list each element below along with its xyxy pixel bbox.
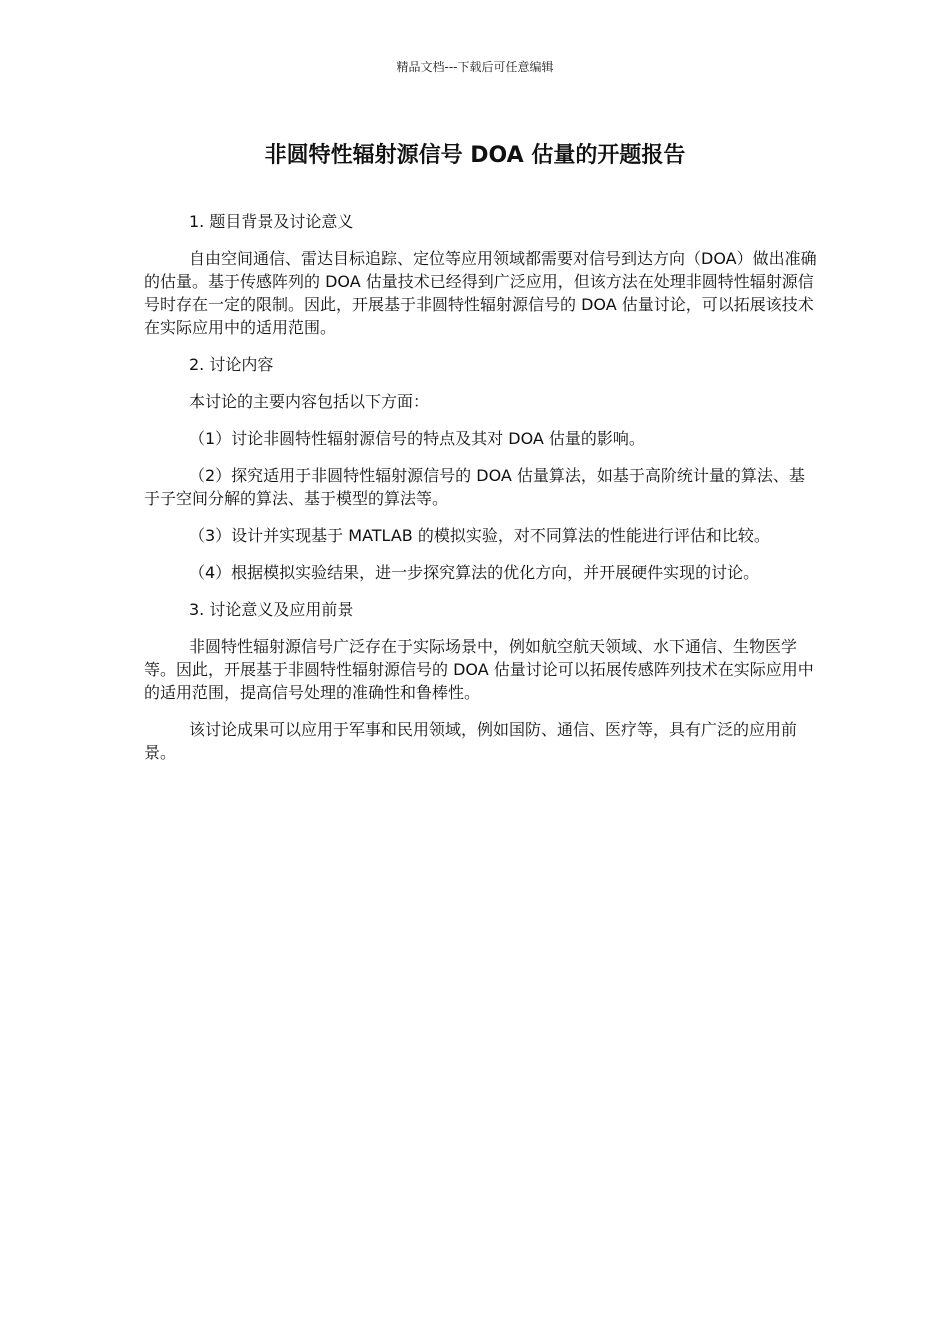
paragraph-applications: 该讨论成果可以应用于军事和民用领域，例如国防、通信、医疗等，具有广泛的应用前景。	[144, 720, 798, 762]
section-heading-background: 1. 题目背景及讨论意义	[189, 212, 354, 231]
paragraph-background: 自由空间通信、雷达目标追踪、定位等应用领域都需要对信号到达方向（DOA）做出准确的估量。基于传感阵列的 DOA 估量技术已经得到广泛应用，但该方法在处理非圆特性辐射源信号时存在一定的限制。因此，开展基于非圆特性辐射源信号的 DOA 估量讨论，可以拓展该技术在实际应用中的适用范围。	[144, 249, 817, 337]
list-item-1: （1）讨论非圆特性辐射源信号的特点及其对 DOA 估量的影响。	[189, 429, 645, 448]
document-body	[144, 210, 820, 778]
list-item-4: （4）根据模拟实验结果，进一步探究算法的优化方向，并开展硬件实现的讨论。	[189, 563, 760, 582]
paragraph-content-intro: 本讨论的主要内容包括以下方面：	[189, 392, 430, 411]
paragraph-significance: 非圆特性辐射源信号广泛存在于实际场景中，例如航空航天领域、水下通信、生物医学等。因此，开展基于非圆特性辐射源信号的 DOA 估量讨论可以拓展传感阵列技术在实际应用中的适用范围，提高信号处理的准确性和鲁棒性。	[144, 637, 814, 702]
list-item-2: （2）探究适用于非圆特性辐射源信号的 DOA 估量算法，如基于高阶统计量的算法、基于子空间分解的算法、基于模型的算法等。	[144, 466, 805, 508]
header-note: 精品文档---下载后可任意编辑	[396, 60, 554, 74]
list-item-3: （3）设计并实现基于 MATLAB 的模拟实验，对不同算法的性能进行评估和比较。	[189, 526, 770, 545]
section-heading-significance: 3. 讨论意义及应用前景	[189, 600, 354, 619]
section-heading-content: 2. 讨论内容	[189, 355, 274, 374]
document-title: 非圆特性辐射源信号 DOA 估量的开题报告	[264, 143, 686, 168]
